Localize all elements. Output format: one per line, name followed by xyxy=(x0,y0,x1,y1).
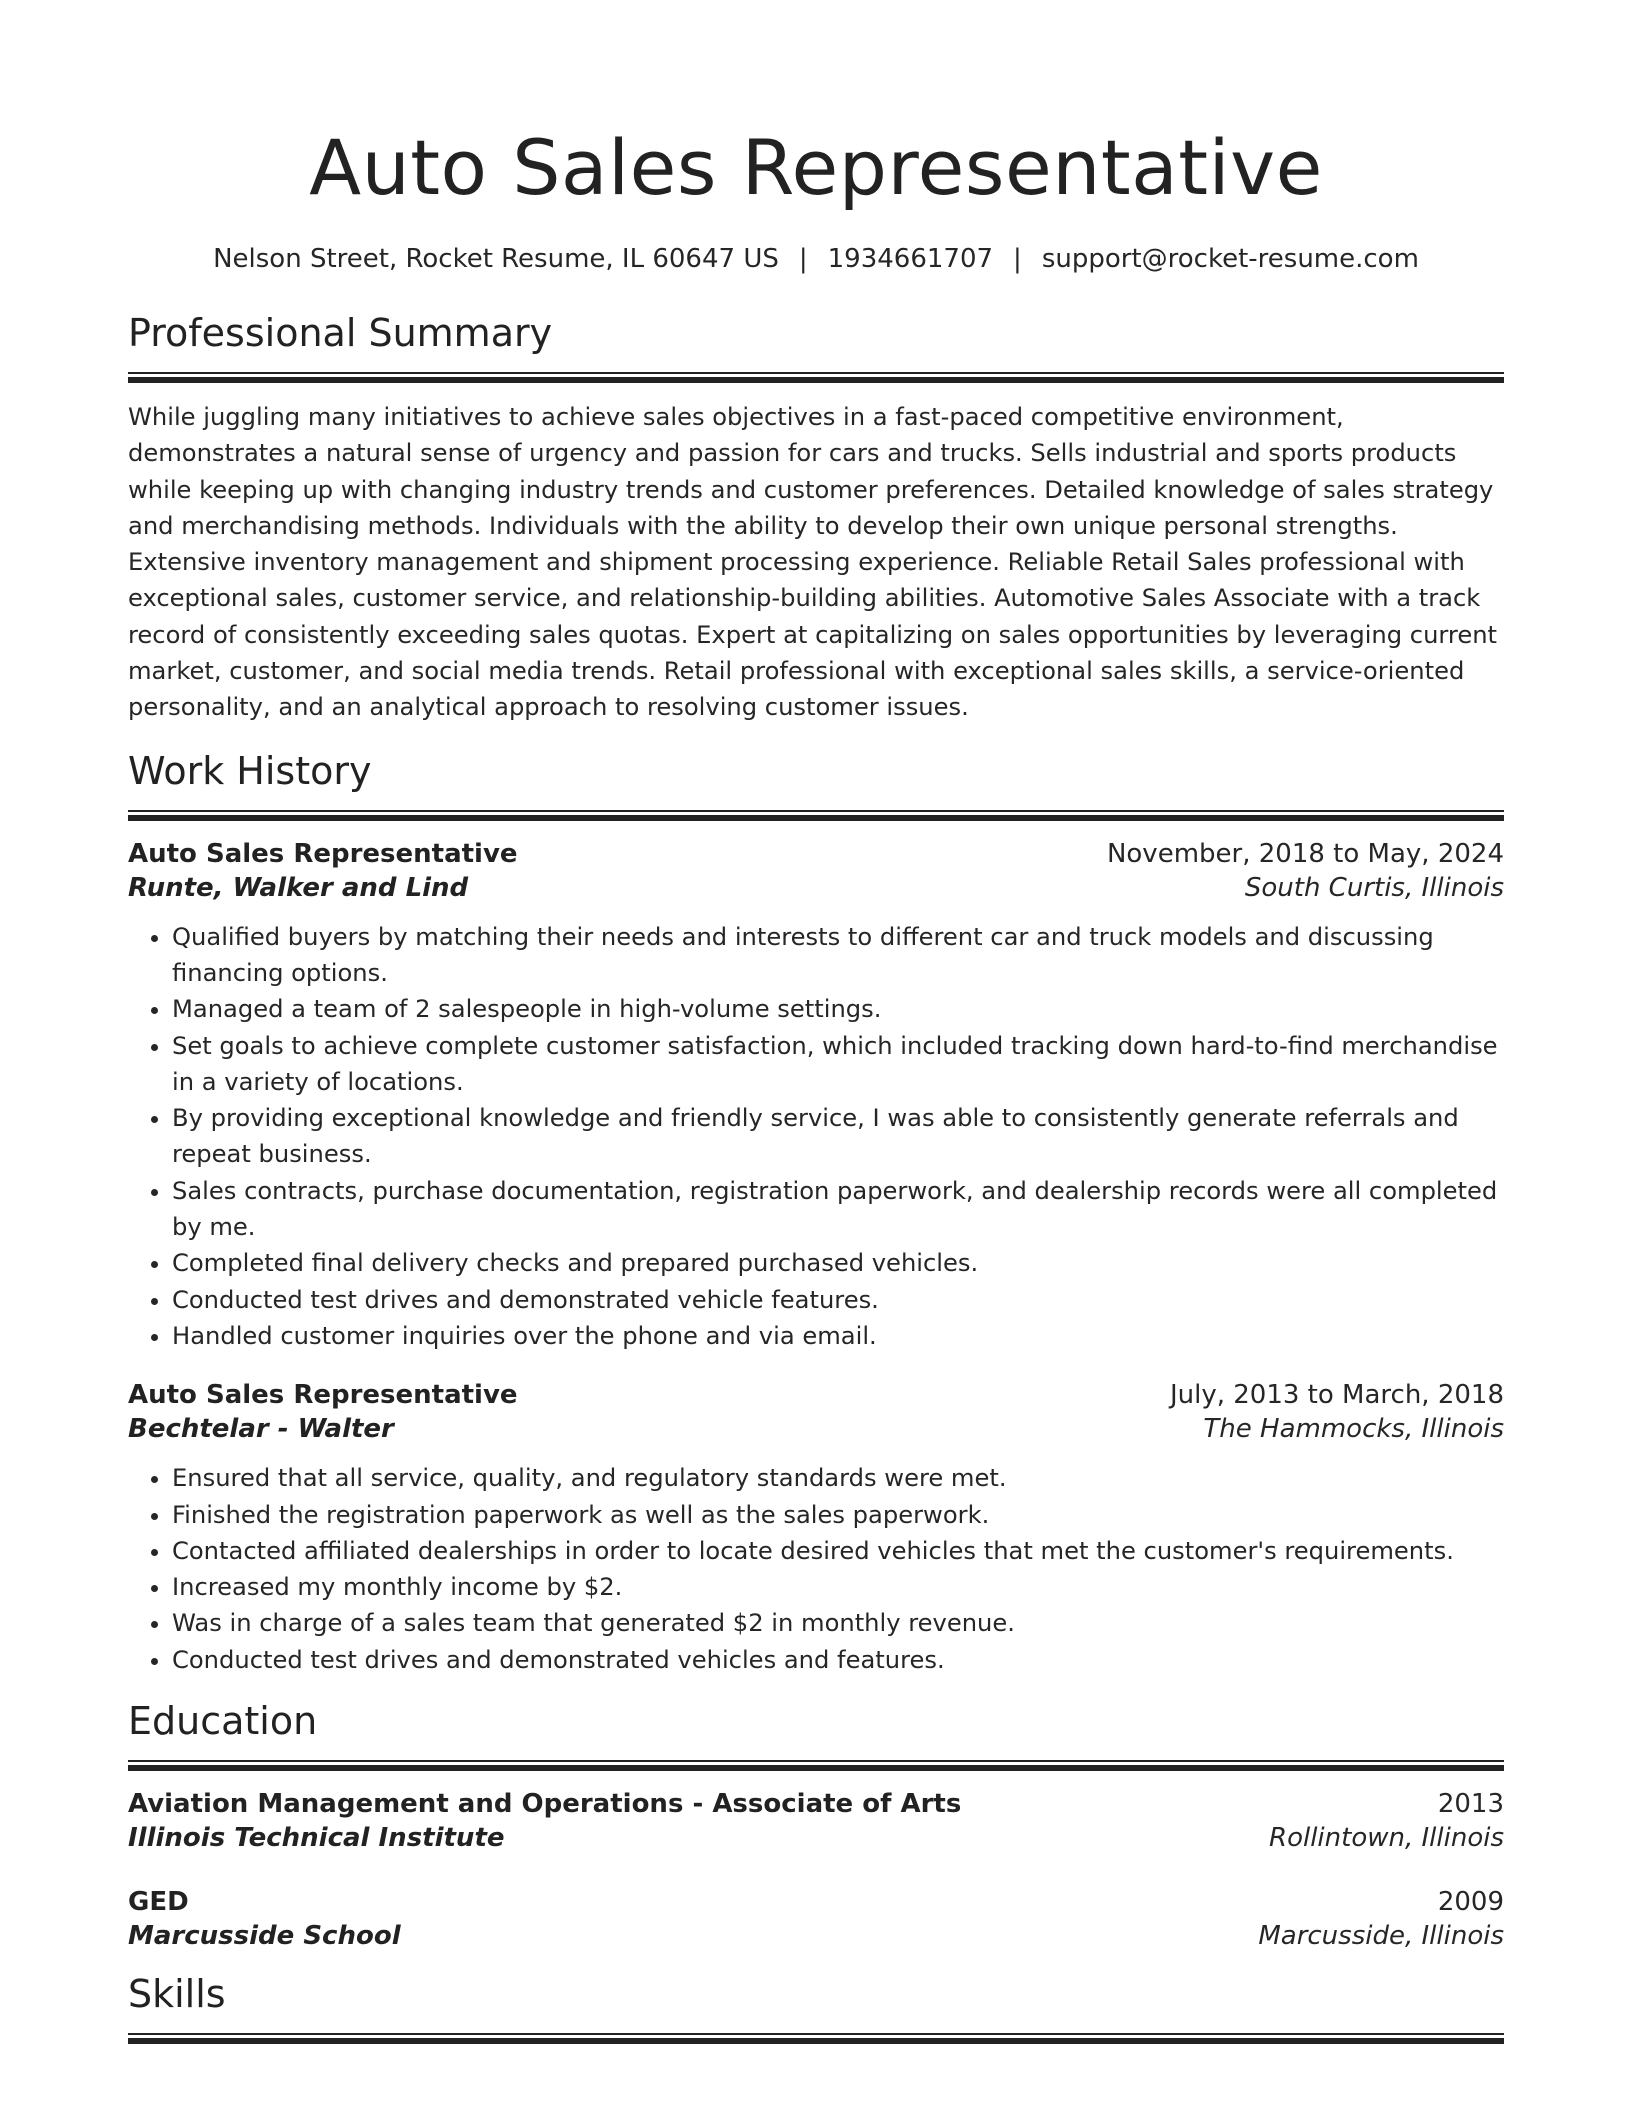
job-location: South Curtis, Illinois xyxy=(1244,872,1504,903)
education-degree: Aviation Management and Operations - Associate of Arts xyxy=(128,1789,962,1820)
summary-text: While juggling many initiatives to achieve sales objectives in a fast-paced competitive environment, demonstrates a natural sense of urgency and passion for cars and trucks. Sells industrial and sports products while keeping up with changing industry trends and customer preferences. Detailed knowledge of sales strategy and merchandising methods. Individuals with the ability to develop their own unique personal strengths. Extensive inventory management and shipment processing experience. Reliable Retail Sales professional with exceptional sales, customer service, and relationship-building abilities. Automotive Sales Associate with a track record of consistently exceeding sales quotas. Expert at capitalizing on sales opportunities by leveraging current market, customer, and social media trends. Retail professional with exceptional sales skills, a service-oriented personality, and an analytical approach to resolving customer issues. xyxy=(128,403,1498,722)
education-section xyxy=(128,1696,1504,1951)
education-header xyxy=(128,1789,1504,1819)
education-school: Marcusside School xyxy=(128,1921,401,1952)
job-bullet: • Was in charge of a sales team that generated $2 in monthly revenue. xyxy=(172,1605,1504,1641)
contact-line xyxy=(128,242,1504,276)
section-divider xyxy=(128,810,1504,821)
job-bullet: • Contacted affiliated dealerships in order to locate desired vehicles that met the customer's requirements. xyxy=(172,1533,1504,1569)
contact-separator: | xyxy=(798,244,808,274)
job-bullet: • Managed a team of 2 salespeople in high-volume settings. xyxy=(172,991,1504,1027)
education-entry xyxy=(128,1789,1504,1853)
job-bullet: • Set goals to achieve complete customer satisfaction, which included tracking down hard-to-find merchandise in a variety of locations. xyxy=(172,1028,1504,1101)
job-bullet: • Finished the registration paperwork as well as the sales paperwork. xyxy=(172,1497,1504,1533)
job-company: Runte, Walker and Lind xyxy=(128,872,469,903)
job-entry xyxy=(128,839,1504,1355)
section-heading-summary: Professional Summary xyxy=(128,311,553,355)
summary-section xyxy=(128,308,1504,726)
contact-phone: 1934661707 xyxy=(827,244,994,274)
education-entry xyxy=(128,1887,1504,1951)
education-year: 2013 xyxy=(1437,1789,1504,1820)
education-year: 2009 xyxy=(1437,1887,1504,1918)
job-bullet: • Sales contracts, purchase documentation, registration paperwork, and dealership records were all completed by me. xyxy=(172,1173,1504,1246)
section-heading-work-history: Work History xyxy=(128,748,372,793)
job-title: Auto Sales Representative xyxy=(128,838,518,869)
education-subheader xyxy=(128,1823,1504,1853)
job-bullets xyxy=(128,1460,1504,1678)
section-heading-education: Education xyxy=(128,1699,318,1744)
job-bullet: • By providing exceptional knowledge and friendly service, I was able to consistently generate referrals and repeat business. xyxy=(172,1100,1504,1173)
job-location: The Hammocks, Illinois xyxy=(1203,1414,1504,1445)
section-divider xyxy=(128,2033,1504,2044)
work-history-section xyxy=(128,746,1504,1678)
education-header xyxy=(128,1887,1504,1917)
job-bullet: • Increased my monthly income by $2. xyxy=(172,1569,1504,1605)
section-heading-skills: Skills xyxy=(128,1972,226,2017)
job-bullet: • Ensured that all service, quality, and regulatory standards were met. xyxy=(172,1460,1504,1496)
contact-email[interactable]: support@rocket-resume.com xyxy=(1041,244,1419,274)
job-bullet: • Conducted test drives and demonstrated vehicle features. xyxy=(172,1282,1504,1318)
section-divider xyxy=(128,372,1504,383)
job-bullet: • Conducted test drives and demonstrated vehicles and features. xyxy=(172,1642,1504,1678)
education-school: Illinois Technical Institute xyxy=(128,1823,505,1854)
job-subheader xyxy=(128,1414,1504,1444)
job-bullet: • Completed final delivery checks and prepared purchased vehicles. xyxy=(172,1245,1504,1281)
job-title: Auto Sales Representative xyxy=(128,1380,518,1411)
job-bullets xyxy=(128,919,1504,1355)
contact-address: Nelson Street, Rocket Resume, IL 60647 US xyxy=(213,244,779,274)
job-dates: July, 2013 to March, 2018 xyxy=(1169,1380,1504,1411)
job-header xyxy=(128,1380,1504,1410)
skills-section xyxy=(128,1969,1504,2044)
job-dates: November, 2018 to May, 2024 xyxy=(1106,838,1504,869)
resume-title: Auto Sales Representative xyxy=(309,123,1323,212)
education-location: Marcusside, Illinois xyxy=(1258,1921,1504,1952)
contact-separator: | xyxy=(1013,244,1022,274)
job-subheader xyxy=(128,873,1504,903)
education-location: Rollintown, Illinois xyxy=(1269,1823,1504,1854)
section-divider xyxy=(128,1760,1504,1771)
education-degree: GED xyxy=(128,1887,189,1918)
job-bullet: • Handled customer inquiries over the phone and via email. xyxy=(172,1318,1504,1354)
job-bullet: • Qualified buyers by matching their needs and interests to different car and truck models and discussing financing options. xyxy=(172,919,1504,992)
job-entry xyxy=(128,1380,1504,1678)
job-header xyxy=(128,839,1504,869)
job-company: Bechtelar - Walter xyxy=(128,1414,394,1445)
education-subheader xyxy=(128,1921,1504,1951)
